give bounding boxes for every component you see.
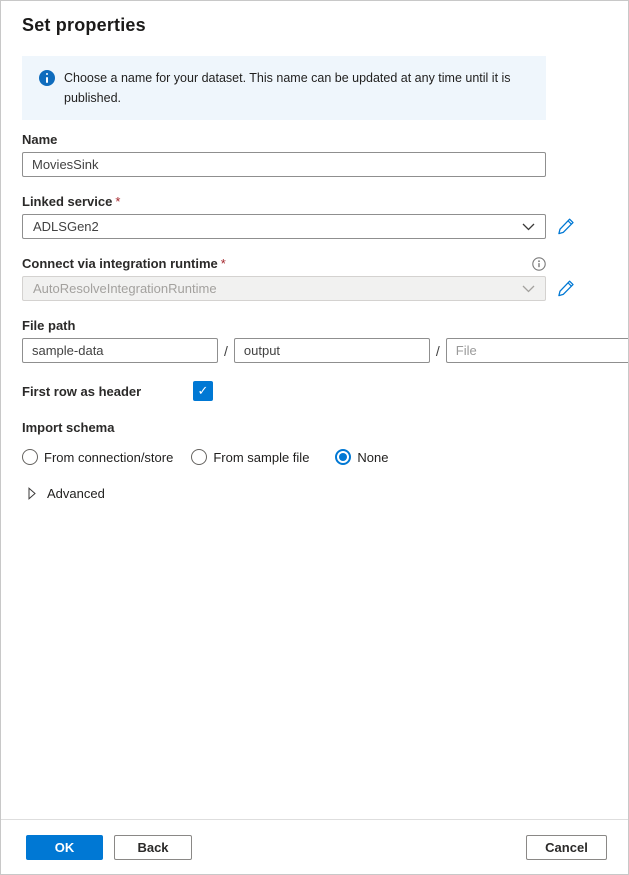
import-schema-label: Import schema <box>22 420 115 435</box>
path-separator: / <box>224 342 228 359</box>
edit-linked-service-button[interactable] <box>556 216 576 237</box>
radio-selected-icon <box>335 449 351 465</box>
name-label: Name <box>22 132 58 147</box>
file-path-directory-input[interactable] <box>234 338 430 363</box>
required-asterisk: * <box>220 256 226 271</box>
import-schema-options <box>22 449 628 465</box>
first-row-header-label: First row as header <box>22 383 142 399</box>
footer-bar <box>1 819 628 874</box>
info-icon <box>39 70 55 86</box>
path-separator: / <box>435 342 440 359</box>
empty-space <box>1 501 628 819</box>
edit-integration-runtime-button[interactable] <box>556 278 576 299</box>
linked-service-value: ADLSGen2 <box>33 219 99 234</box>
radio-icon <box>191 449 207 465</box>
pencil-icon <box>556 278 576 299</box>
advanced-label: Advanced <box>47 486 105 501</box>
linked-service-label: Linked service * <box>22 194 121 209</box>
integration-runtime-dropdown <box>22 276 546 301</box>
name-input[interactable] <box>22 152 546 177</box>
back-button[interactable]: Back <box>114 835 192 860</box>
file-path-file-input[interactable] <box>446 338 629 363</box>
first-row-header-checkbox[interactable] <box>193 381 213 401</box>
chevron-down-icon <box>522 285 535 293</box>
info-outline-icon[interactable] <box>532 257 546 271</box>
radio-none[interactable]: None <box>335 449 388 465</box>
radio-from-sample-file[interactable]: From sample file <box>191 449 309 465</box>
required-asterisk: * <box>115 194 121 209</box>
integration-runtime-label: Connect via integration runtime * <box>22 256 226 271</box>
chevron-right-outline-icon <box>28 487 36 500</box>
radio-from-connection-store[interactable]: From connection/store <box>22 449 173 465</box>
advanced-expander[interactable] <box>28 486 628 501</box>
checkmark-icon: ✓ <box>197 383 209 398</box>
linked-service-dropdown[interactable] <box>22 214 546 239</box>
cancel-button[interactable]: Cancel <box>526 835 607 860</box>
radio-icon <box>22 449 38 465</box>
info-banner <box>22 56 546 120</box>
integration-runtime-value: AutoResolveIntegrationRuntime <box>33 281 217 296</box>
file-path-container-input[interactable] <box>22 338 218 363</box>
file-path-row <box>22 338 628 363</box>
chevron-down-icon <box>522 223 535 231</box>
file-path-label: File path <box>22 318 76 333</box>
pencil-icon <box>556 216 576 237</box>
page-title: Set properties <box>22 15 146 35</box>
info-banner-text: Choose a name for your dataset. This name can be updated at any time until it is published. <box>64 71 511 105</box>
ok-button[interactable]: OK <box>26 835 103 860</box>
first-row-header-row <box>22 381 628 401</box>
